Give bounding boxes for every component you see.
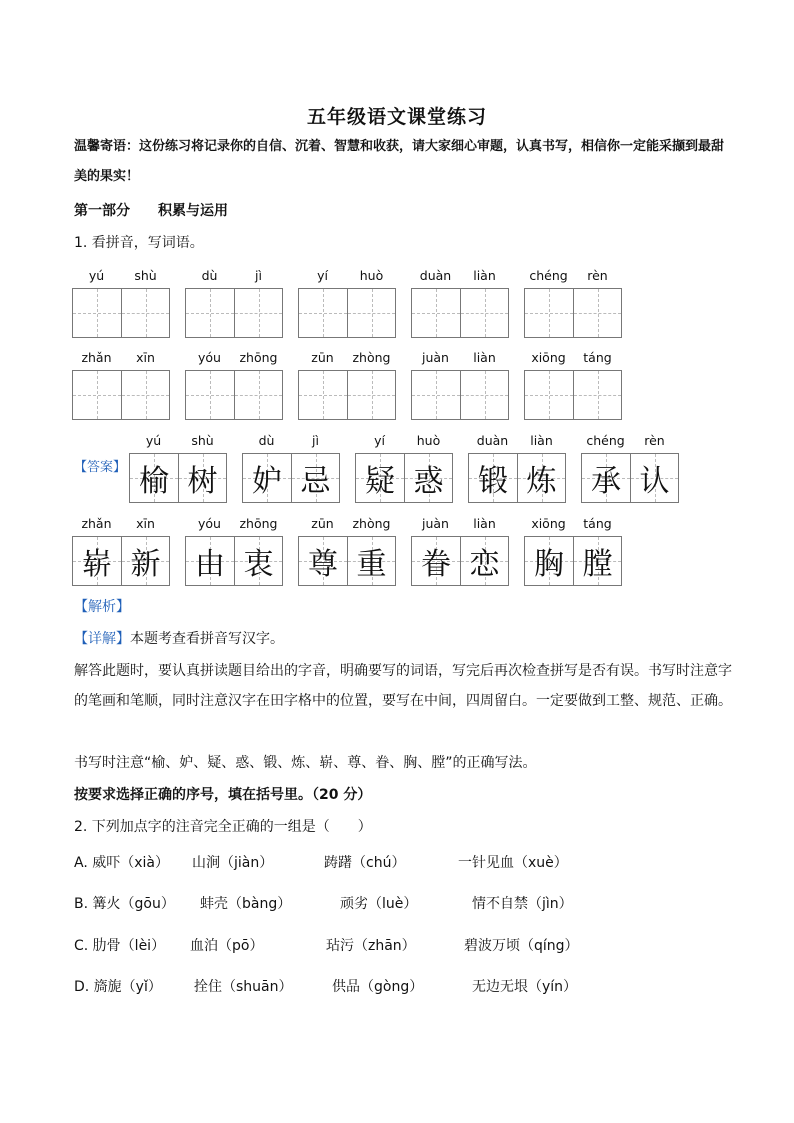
pinyin: duàn [476,433,509,448]
option-b-item-2: 蚌壳（bàng） [200,896,292,912]
pinyin: zhòng [352,516,391,531]
option-b-item-4: 情不自禁（jìn） [472,896,573,912]
answer-cell [460,537,508,585]
writing-cell[interactable] [121,289,169,337]
pinyin: zhōng [239,350,278,365]
pinyin: liàn [530,433,553,448]
page-title: 五年级语文课堂练习 [306,106,487,128]
pinyin: shù [134,268,157,283]
answer-cell [469,454,517,502]
writing-cell[interactable] [573,289,621,337]
detail-label: 【详解】 [74,631,130,647]
pinyin: yóu [198,350,221,365]
detail-line [74,624,734,654]
writing-cell[interactable] [525,289,573,337]
pinyin: chéng [586,433,625,448]
pinyin: zhǎn [81,350,112,365]
pinyin: yí [317,268,328,283]
answer-cell [291,454,339,502]
answer-cell [356,454,404,502]
option-a-item-4: 一针见血（xuè） [458,855,568,871]
writing-cell[interactable] [460,289,508,337]
answer-label: 【答案】 [74,460,127,475]
writing-cell[interactable] [299,371,347,419]
answer-cell [525,537,573,585]
answer-cell [404,454,452,502]
answer-cell [517,454,565,502]
pinyin: jì [255,268,262,283]
pinyin: juàn [422,350,449,365]
answer-cell [186,537,234,585]
pinyin: huò [416,433,441,448]
answer-char: 锻 [478,464,508,499]
detail-text: 本题考查看拼音写汉字。 [130,631,284,647]
pinyin: xīn [136,350,155,365]
pinyin: zhǎn [81,516,112,531]
answer-cell [573,537,621,585]
answer-cell [73,537,121,585]
answer-cell [178,454,226,502]
intro-text: 温馨寄语：这份练习将记录你的自信、沉着、智慧和收获，请大家细心审题，认真书写，相信你一定能采撷到最甜美的果实！ [74,139,725,184]
answer-cell [121,537,169,585]
answer-cell [243,454,291,502]
option-c-item-3: 玷污（zhān） [326,938,416,954]
option-d-item-1: D. 旖旎（yǐ） [74,979,162,995]
pinyin: zhōng [239,516,278,531]
pinyin: xiōng [531,516,566,531]
writing-cell[interactable] [573,371,621,419]
answer-char: 树 [187,464,218,499]
pinyin: zūn [311,350,334,365]
pinyin: shù [191,433,214,448]
pinyin: liàn [473,350,496,365]
section-2-heading: 按要求选择正确的序号，填在括号里。（20 分） [74,787,372,803]
pinyin: rèn [644,433,665,448]
writing-cell[interactable] [186,289,234,337]
answer-char: 妒 [252,464,282,499]
pinyin: táng [583,350,612,365]
answer-cell [582,454,630,502]
answer-char: 衷 [243,547,274,582]
question-1-stem: 1. 看拼音，写词语。 [74,235,204,251]
writing-cell[interactable] [234,289,282,337]
answer-char: 胸 [534,547,564,582]
analysis-label: 【解析】 [74,599,130,615]
writing-cell[interactable] [412,289,460,337]
writing-cell[interactable] [347,289,395,337]
pinyin: jì [312,433,319,448]
answer-cell [299,537,347,585]
answer-cell [630,454,678,502]
answer-char: 由 [195,547,225,582]
answer-char: 认 [639,464,670,499]
pinyin: liàn [473,268,496,283]
pinyin: xīn [136,516,155,531]
pinyin: yí [374,433,385,448]
pinyin: dù [201,268,218,283]
pinyin: xiōng [531,350,566,365]
answer-char: 炼 [526,464,557,499]
pinyin: yú [145,433,162,448]
pinyin: zūn [311,516,334,531]
pinyin: zhòng [352,350,391,365]
answer-char: 忌 [300,464,331,499]
option-b-item-3: 顽劣（luè） [340,896,418,912]
option-b-item-1: B. 篝火（gōu） [74,896,175,912]
explanation-paragraph-2: 书写时注意“榆、妒、疑、惑、锻、炼、崭、尊、眷、胸、膛”的正确写法。 [74,755,537,771]
option-c-item-1: C. 肋骨（lèi） [74,938,166,954]
answer-char: 惑 [413,464,444,499]
pinyin: juàn [422,516,449,531]
option-a-item-3: 踌躇（chú） [324,855,406,871]
writing-cell[interactable] [412,371,460,419]
pinyin: yóu [198,516,221,531]
writing-cell[interactable] [299,289,347,337]
answer-char: 重 [356,547,387,582]
answer-char: 眷 [421,547,451,582]
section-1-heading: 第一部分 积累与运用 [74,203,228,219]
writing-cell[interactable] [525,371,573,419]
writing-cell[interactable] [460,371,508,419]
option-d-item-2: 拴住（shuān） [194,979,293,995]
writing-cell[interactable] [121,371,169,419]
option-c-item-4: 碧波万顷（qíng） [464,938,579,954]
pinyin: duàn [419,268,452,283]
pinyin: chéng [529,268,568,283]
pinyin: huò [359,268,384,283]
explanation-paragraph-1: 解答此题时，要认真拼读题目给出的字音，明确要写的词语，写完后再次检查拼写是否有误。书写时注意字的笔画和笔顺，同时注意汉字在田字格中的位置，要写在中间，四周留白。一定要做到工整、规范、正确。 [74,663,732,709]
pinyin: dù [258,433,275,448]
answer-cell [234,537,282,585]
answer-char: 膛 [582,547,613,582]
option-c-item-2: 血泊（pō） [190,938,264,954]
question-2-stem: 2. 下列加点字的注音完全正确的一组是（ ） [74,819,372,835]
pinyin: liàn [473,516,496,531]
pinyin: yú [88,268,105,283]
writing-cell[interactable] [234,371,282,419]
answer-char: 疑 [365,464,395,499]
answer-char: 恋 [469,547,500,582]
answer-cell [130,454,178,502]
option-d-item-3: 供品（gòng） [332,979,424,995]
writing-cell[interactable] [73,289,121,337]
answer-char: 尊 [308,547,338,582]
option-d-item-4: 无边无垠（yín） [472,979,578,995]
option-a-item-2: 山涧（jiàn） [192,855,274,871]
answer-cell [412,537,460,585]
writing-cell[interactable] [347,371,395,419]
pinyin: rèn [587,268,608,283]
answer-char: 崭 [82,547,112,582]
writing-cell[interactable] [73,371,121,419]
answer-cell [347,537,395,585]
answer-char: 榆 [139,464,169,499]
writing-cell[interactable] [186,371,234,419]
option-a-item-1: A. 威吓（xià） [74,855,169,871]
answer-char: 新 [130,547,161,582]
answer-char: 承 [591,464,621,499]
pinyin: táng [583,516,612,531]
